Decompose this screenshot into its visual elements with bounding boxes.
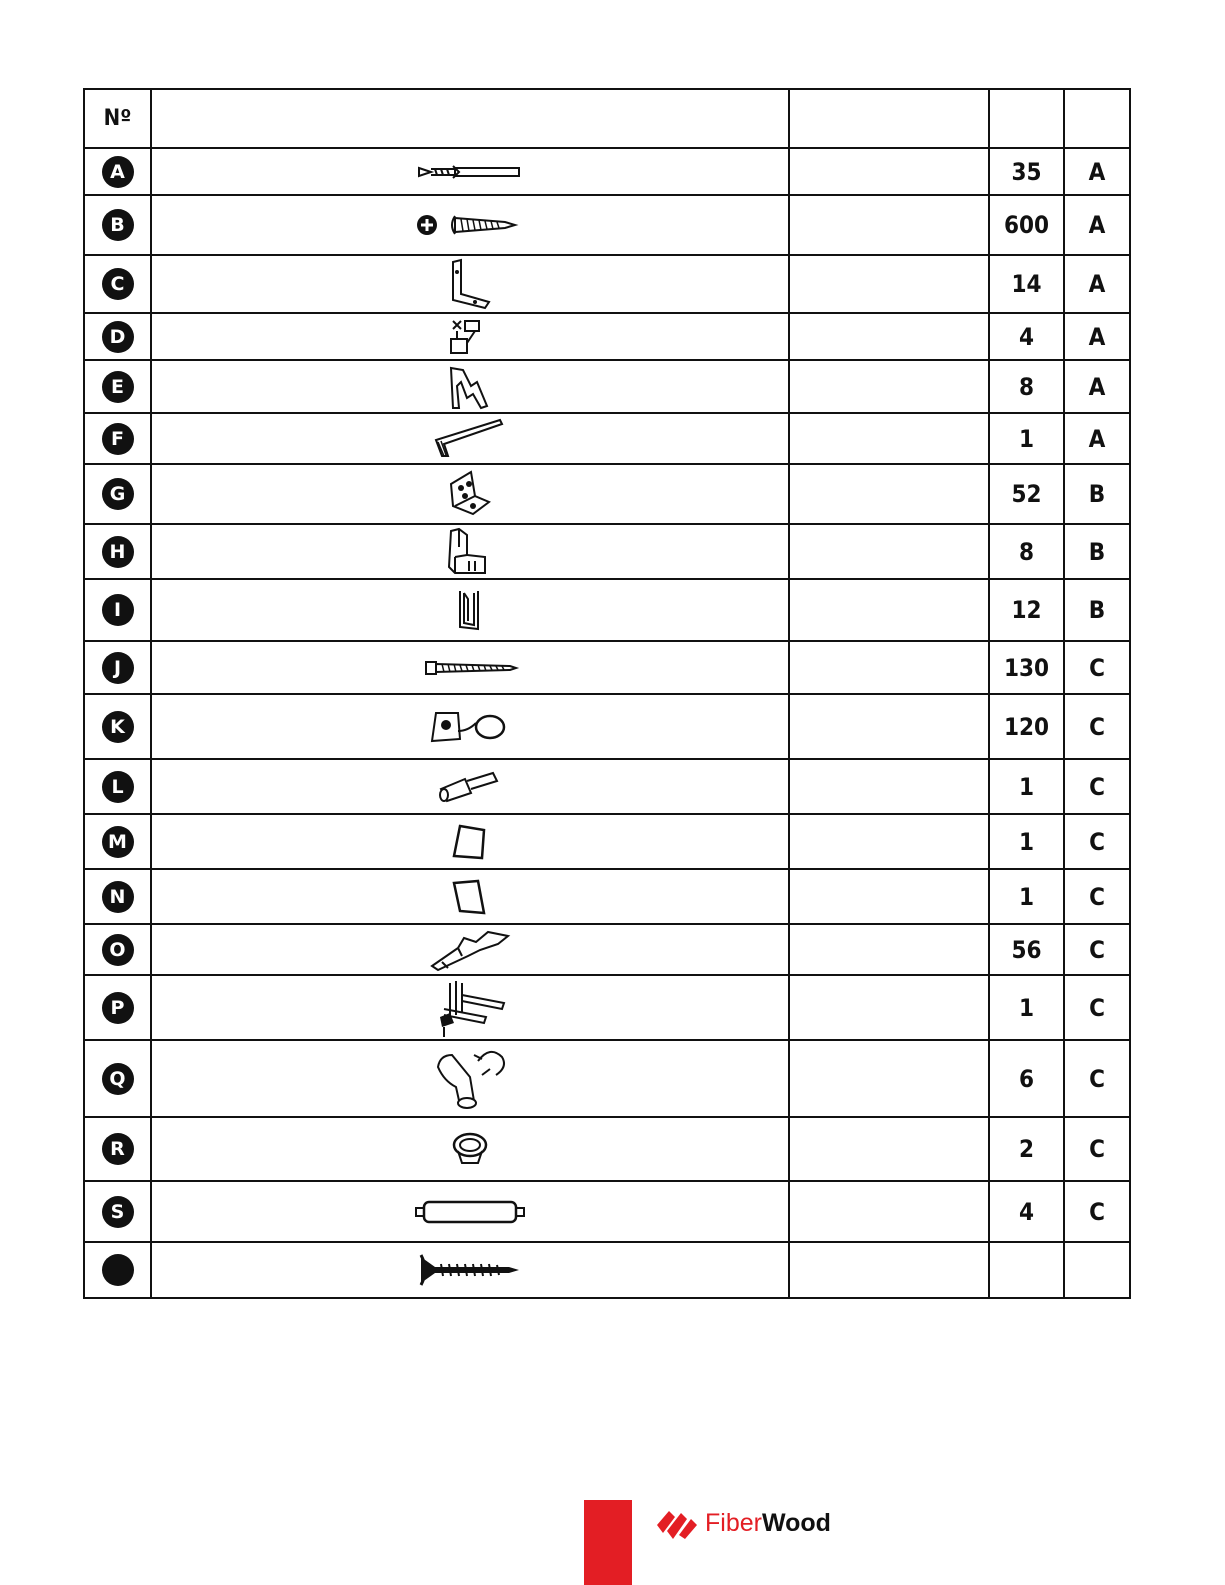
part-badge: J [102,652,134,684]
part-badge: P [102,992,134,1024]
brand-name [705,1509,831,1538]
header-no: Nº [84,89,151,148]
part-badge: R [102,1133,134,1165]
angle-bracket-icon [445,258,495,310]
part-badge: L [102,771,134,803]
footer-accent-bar [584,1500,632,1585]
part-badge: C [102,268,134,300]
part-badge [102,1254,134,1286]
socket-bit-icon [435,769,505,805]
part-badge: B [102,209,134,241]
table-row: R 2 C [84,1117,1130,1181]
table-row: E 8 A [84,360,1130,413]
wall-plug-screw-icon [415,160,525,184]
header-description [789,89,989,148]
table-row: I 12 B [84,579,1130,641]
part-badge: K [102,711,134,743]
table-header-row [84,89,1130,148]
end-cap-right-icon [448,877,492,917]
hex-head-screw-icon [420,657,520,679]
part-badge: A [102,156,134,188]
table-row: N 1 C [84,869,1130,924]
table-row: K 120 C [84,694,1130,759]
description-cell [789,148,989,195]
table-row: O 56 C [84,924,1130,975]
corner-connector-icon [445,527,495,577]
header-group [1064,89,1130,148]
table-row: L 1 C [84,759,1130,814]
table-row: P 1 C [84,975,1130,1040]
corner-piece-icon [445,364,495,410]
table-row: J 130 C [84,641,1130,694]
part-badge: D [102,321,134,353]
table-row [84,148,1130,195]
drywall-screw-icon [415,1253,525,1287]
table-row: Q 6 C [84,1040,1130,1117]
pipe-elbow-icon [430,1047,510,1111]
end-cap-left-icon [448,822,492,862]
table-row [84,1242,1130,1298]
parts-table [83,88,1131,1299]
header-image [151,89,789,148]
gutter-bracket-icon [430,977,510,1039]
header-quantity [989,89,1064,148]
brand-name-wood: Wood [761,1508,831,1537]
qty-cell: 35 [989,148,1064,195]
part-badge: M [102,826,134,858]
part-badge: G [102,478,134,510]
clip-connector-icon [445,317,495,357]
part-badge: F [102,423,134,455]
table-row: M 1 C [84,814,1130,869]
part-badge: I [102,594,134,626]
part-badge: O [102,934,134,966]
table-row: D 4 A [84,313,1130,360]
part-badge: N [102,881,134,913]
ring-outlet-icon [450,1129,490,1169]
table-row: S 4 C [84,1181,1130,1242]
brand-logo [655,1502,865,1544]
fiberwood-logo-icon [655,1505,699,1541]
table-row: C 14 A [84,255,1130,313]
clip-washer-icon [428,709,512,745]
table-row: F 1 A [84,413,1130,464]
table-row: B 600 A [84,195,1130,255]
brand-name-fiber: Fiber [705,1508,762,1537]
id-cell [84,148,151,195]
table-row: G 52 B [84,464,1130,524]
u-channel-icon [450,587,490,633]
gutter-hanger-icon [428,928,512,972]
part-badge: E [102,371,134,403]
perforated-bracket-icon [445,470,495,518]
group-cell: A [1064,148,1130,195]
part-badge: S [102,1196,134,1228]
dowel-pin-icon [412,1197,528,1227]
table-row: H 8 B [84,524,1130,579]
part-badge: Q [102,1063,134,1095]
phillips-screw-icon [415,210,525,240]
part-badge: H [102,536,134,568]
hex-key-icon [432,418,508,460]
